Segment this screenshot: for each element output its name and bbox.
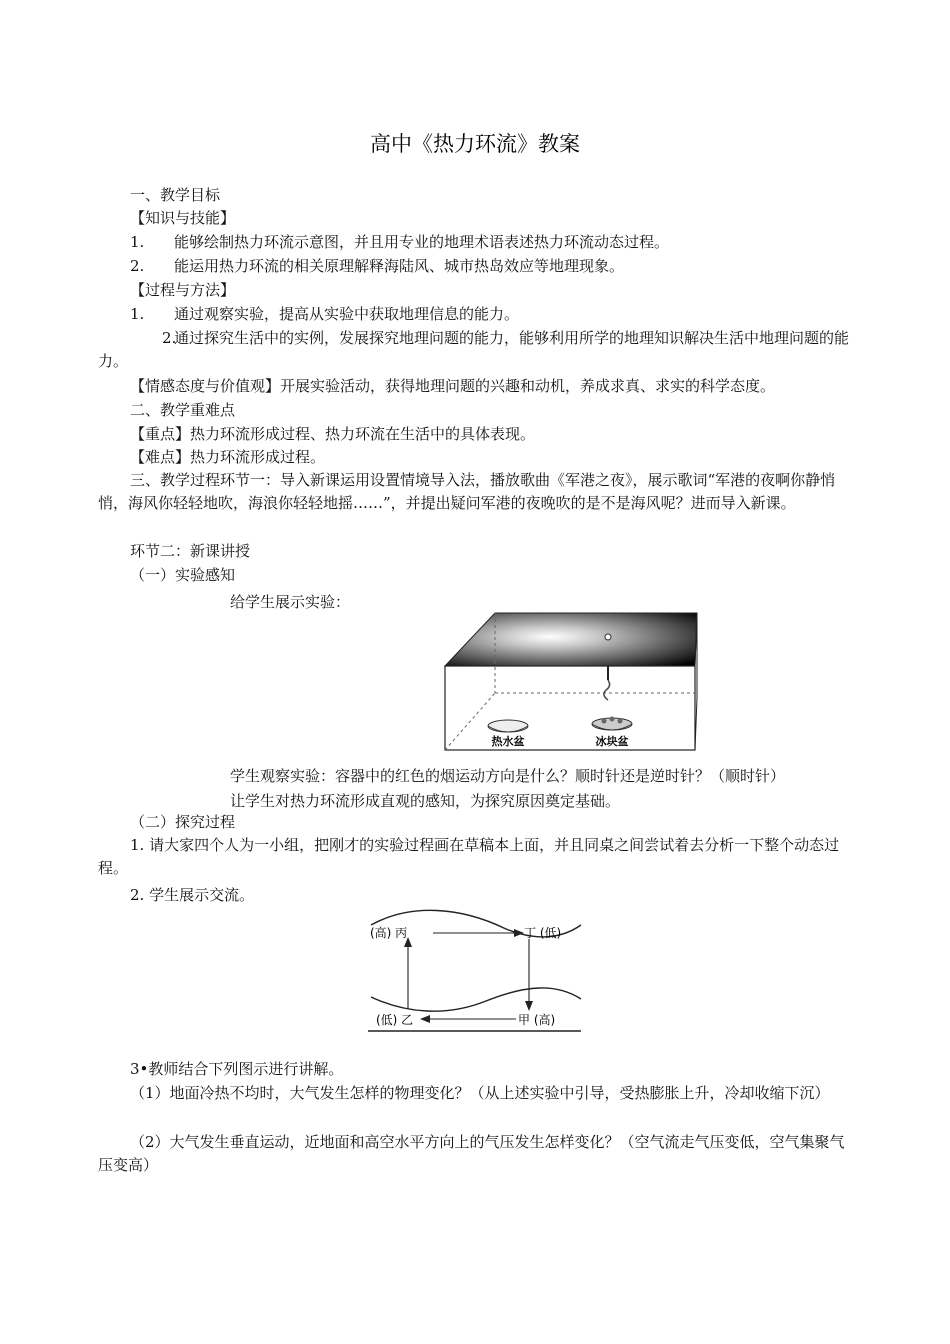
item-text: 通过观察实验，提高从实验中获取地理信息的能力。 — [174, 305, 520, 323]
item-number: 2. — [162, 329, 177, 347]
step-two: 2. 学生展示交流。 — [130, 886, 255, 904]
section-heading-objectives: 一、教学目标 — [130, 186, 221, 204]
knowledge-item — [98, 231, 850, 254]
label-top-left: (高) 丙 — [370, 926, 408, 940]
question-two: （2）大气发生垂直运动，近地面和高空水平方向上的气压发生怎样变化？（空气流走气压变低，空气集聚气压变高） — [98, 1133, 845, 1174]
emotion-goal: 【情感态度与价值观】开展实验活动，获得地理问题的兴趣和动机，养成求真、求实的科学态度。 — [130, 377, 776, 395]
label-bottom-left: (低) 乙 — [376, 1013, 414, 1027]
label-top-right: 丁 (低) — [524, 926, 562, 940]
link-two: 环节二：新课讲授 — [130, 542, 251, 560]
knowledge-item — [98, 255, 850, 278]
item-text: 通过探究生活中的实例，发展探究地理问题的能力，能够利用所学的地理知识解决生活中地理问题的能力。 — [98, 329, 850, 370]
method-item — [98, 303, 850, 326]
step-one: 1. 请大家四个人为一小组，把刚才的实验过程画在草稿本上面，并且同桌之间尝试着去分析一下整个动态过程。 — [98, 836, 840, 877]
item-number: 1. — [130, 233, 145, 251]
method-header: 【过程与方法】 — [130, 281, 236, 299]
subsection-experiment: （一）实验感知 — [130, 566, 236, 584]
section-heading-keypoints: 二、教学重难点 — [130, 401, 236, 419]
item-number: 1. — [130, 305, 145, 323]
observe-question: 学生观察实验：容器中的红色的烟运动方向是什么？顺时针还是逆时针？（顺时针） — [230, 767, 786, 785]
experiment-box-figure — [440, 608, 702, 754]
method-item — [98, 327, 850, 373]
intuitive-feel: 让学生对热力环流形成直观的感知，为探究原因奠定基础。 — [230, 792, 621, 810]
key-point: 【重点】热力环流形成过程、热力环流在生活中的具体表现。 — [130, 425, 536, 443]
question-one: （1）地面冷热不均时，大气发生怎样的物理变化？（从上述实验中引导，受热膨胀上升，冷却收缩下沉） — [130, 1084, 830, 1102]
label-bottom-right: 甲 (高) — [518, 1013, 556, 1027]
step-three: 3•教师结合下列图示进行讲解。 — [130, 1060, 344, 1078]
hard-point: 【难点】热力环流形成过程。 — [130, 448, 326, 466]
circulation-diagram — [366, 905, 586, 1039]
item-text: 能够绘制热力环流示意图，并且用专业的地理术语表述热力环流动态过程。 — [174, 233, 670, 251]
show-experiment-text: 给学生展示实验： — [230, 593, 351, 611]
hot-basin-label: 热水盆 — [491, 735, 525, 748]
page-title: 高中《热力环流》教案 — [370, 132, 580, 156]
item-text: 能运用热力环流的相关原理解释海陆风、城市热岛效应等地理现象。 — [174, 257, 625, 275]
section-heading-process: 三、教学过程环节一：导入新课运用设置情境导入法，播放歌曲《军港之夜》，展示歌词“军港的夜啊你静悄悄，海风你轻轻地吹，海浪你轻轻地摇……”，并提出疑问军港的夜晚吹的是不是海风呢？进而导入新课。 — [98, 471, 836, 512]
ice-basin-label: 冰块盆 — [595, 735, 629, 748]
item-number: 2. — [130, 257, 145, 275]
knowledge-header: 【知识与技能】 — [130, 209, 236, 227]
subsection-explore: （二）探究过程 — [130, 813, 236, 831]
